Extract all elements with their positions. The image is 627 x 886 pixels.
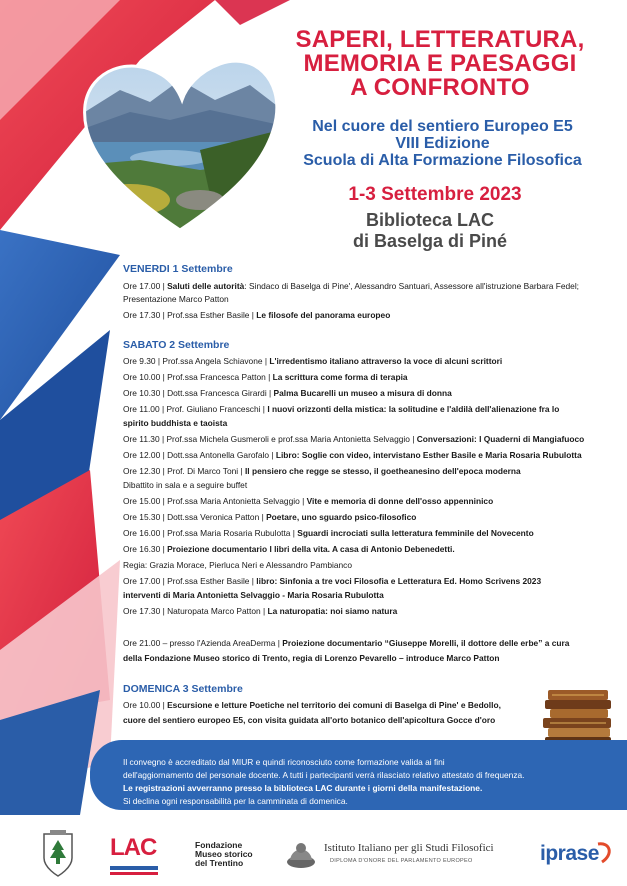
- day-heading-friday: VENERDI 1 Settembre: [123, 263, 233, 275]
- istituto-name: Istituto Italiano per gli Studi Filosofici: [324, 842, 494, 854]
- day-heading-saturday: SABATO 2 Settembre: [123, 339, 230, 351]
- istituto-emblem-icon: [284, 836, 318, 872]
- heart-landscape-image: [80, 50, 280, 240]
- program-line: Ore 17.00 | Saluti delle autorità: Sindaco di Baselga di Pine', Alessandro Santuari, Assessore all'istruzione Barbara Fedel;: [123, 281, 580, 291]
- program-line: Ore 16.00 | Prof.ssa Maria Rosaria Rubulotta | Sguardi incrociati sulla letteratura femminile del Novecento: [123, 528, 534, 538]
- info-text-registration: Le registrazioni avverranno presso la biblioteca LAC durante i giorni della manifestazione.: [123, 783, 483, 793]
- program-line: Ore 10.00 | Prof.ssa Francesca Patton | La scrittura come forma di terapia: [123, 372, 408, 382]
- program-line: cuore del sentiero europeo E5, con visita guidata all'orto botanico dell'apicoltura Gocce d'oro: [123, 715, 496, 725]
- program-line: Dibattito in sala e a seguire buffet: [123, 480, 248, 490]
- istituto-subtitle: DIPLOMA D'ONORE DEL PARLAMENTO EUROPEO: [330, 858, 473, 864]
- program-line: interventi di Maria Antonietta Selvaggio - Maria Rosaria Rubulotta: [123, 590, 384, 600]
- program-line: Regia: Grazia Morace, Pierluca Neri e Alessandro Pambianco: [123, 560, 353, 570]
- event-dates: 1-3 Settembre 2023: [348, 184, 522, 205]
- program-line: Ore 10.30 | Dott.ssa Francesca Girardi | Palma Bucarelli un museo a misura di donna: [123, 388, 452, 398]
- fondazione-logo: Fondazione Museo storico del Trentino: [195, 840, 253, 868]
- event-venue: Biblioteca LAC di Baselga di Piné: [352, 210, 508, 251]
- program-line: Ore 12.30 | Prof. Di Marco Toni | Il pensiero che regge se stesso, il goetheanesino dell'epoca moderna: [123, 466, 521, 476]
- program-line: Ore 10.00 | Escursione e letture Poetiche nel territorio dei comuni di Baselga di Pine' e Bedollo,: [123, 700, 501, 710]
- program-line: Ore 17.30 | Prof.ssa Esther Basile | Le filosofe del panorama europeo: [123, 310, 391, 320]
- day-heading-sunday: DOMENICA 3 Settembre: [123, 683, 243, 695]
- info-text: dell'aggiornamento del personale docente. A tutti i partecipanti verrà rilasciato relativo attestato di frequenza.: [123, 770, 525, 780]
- program-line: Ore 16.30 | Proiezione documentario I libri della vita. A casa di Antonio Debenedetti.: [123, 544, 455, 554]
- program-line: Ore 15.00 | Prof.ssa Maria Antonietta Selvaggio | Vite e memoria di donne dell'osso appenninico: [123, 496, 494, 506]
- program-line: Ore 11.30 | Prof.ssa Michela Gusmeroli e prof.ssa Maria Antonietta Selvaggio | Conversazioni: I Quaderni di Mangiafuoco: [123, 434, 585, 444]
- subtitle: Nel cuore del sentiero Europeo E5 VIII Edizione Scuola di Alta Formazione Filosofica: [303, 118, 582, 169]
- program-line: della Fondazione Museo storico di Trento, regia di Lorenzo Pevarello – introduce Marco Patton: [123, 653, 500, 663]
- program-line: Ore 15.30 | Dott.ssa Veronica Patton | Poetare, uno sguardo psico-filosofico: [123, 512, 417, 522]
- program-line: Ore 17.00 | Prof.ssa Esther Basile | libro: Sinfonia a tre voci Filosofia e Letteratura Ed. Homo Scrivens 2023: [123, 576, 542, 586]
- municipality-crest-logo: [40, 830, 76, 878]
- program-line: Ore 11.00 | Prof. Giuliano Franceschi | I nuovi orizzonti della mistica: la solitudine e l'aldilà dell'alienazione fra lo: [123, 404, 560, 414]
- program-line: Ore 17.30 | Naturopata Marco Patton | La naturopatia: noi siamo natura: [123, 606, 398, 616]
- program-line: spirito buddhista e taoista: [123, 418, 228, 428]
- program-line: Presentazione Marco Patton: [123, 294, 229, 304]
- lac-logo: LAC: [110, 836, 160, 878]
- iprase-swoosh-icon: [596, 840, 616, 864]
- program-line: Ore 9.30 | Prof.ssa Angela Schiavone | L'irredentismo italiano attraverso la voce di alcuni scrittori: [123, 356, 503, 366]
- program-line: Ore 12.00 | Dott.ssa Antonella Garofalo | Libro: Soglie con video, intervistano Esther Basile e Maria Rosaria Rubulotta: [123, 450, 582, 460]
- iprase-logo: iprase: [540, 842, 599, 865]
- info-text: Si declina ogni responsabilità per la camminata di domenica.: [123, 796, 348, 806]
- program-line: Ore 21.00 – presso l'Azienda AreaDerma | Proiezione documentario “Giuseppe Morelli, il dottore delle erbe” a cura: [123, 638, 570, 648]
- info-text: Il convegno è accreditato dal MIUR e quindi riconosciuto come formazione valida ai fini: [123, 757, 445, 767]
- red-top-right: [215, 0, 290, 25]
- main-title: SAPERI, LETTERATURA, MEMORIA E PAESAGGI A CONFRONTO: [295, 26, 585, 101]
